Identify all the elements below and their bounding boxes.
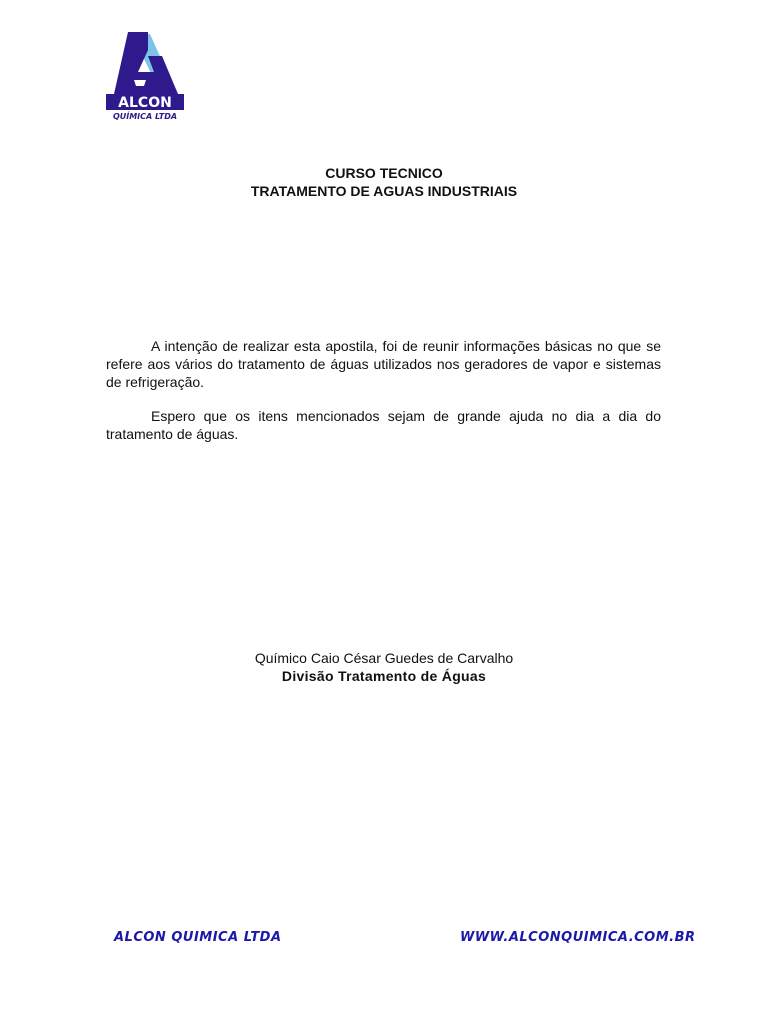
logo-subtitle-text: QUÍMICA LTDA [112, 112, 178, 121]
title-block [0, 164, 768, 200]
alcon-logo [104, 30, 186, 122]
body-text [106, 337, 661, 459]
author-name: Químico Caio César Guedes de Carvalho [254, 650, 514, 666]
footer-website: WWW.ALCONQUIMICA.COM.BR [460, 930, 696, 945]
footer-company: ALCON QUIMICA LTDA [114, 930, 282, 945]
division-name: Divisão Tratamento de Águas [281, 668, 487, 684]
logo-brand-text: ALCON [118, 95, 172, 111]
paragraph-1: A intenção de realizar esta apostila, foi de reunir informações básicas no que se refere aos vários do tratamento de águas utilizados nos geradores de vapor e sistemas de refrigeração. [106, 338, 661, 390]
title-line-1: CURSO TECNICO [325, 165, 443, 181]
paragraph-2: Espero que os itens mencionados sejam de grande ajuda no dia a dia do tratamento de águas. [106, 408, 661, 442]
title-line-2: TRATAMENTO DE AGUAS INDUSTRIAIS [250, 183, 518, 199]
signature [0, 649, 768, 685]
alcon-logo-mark [104, 30, 186, 122]
